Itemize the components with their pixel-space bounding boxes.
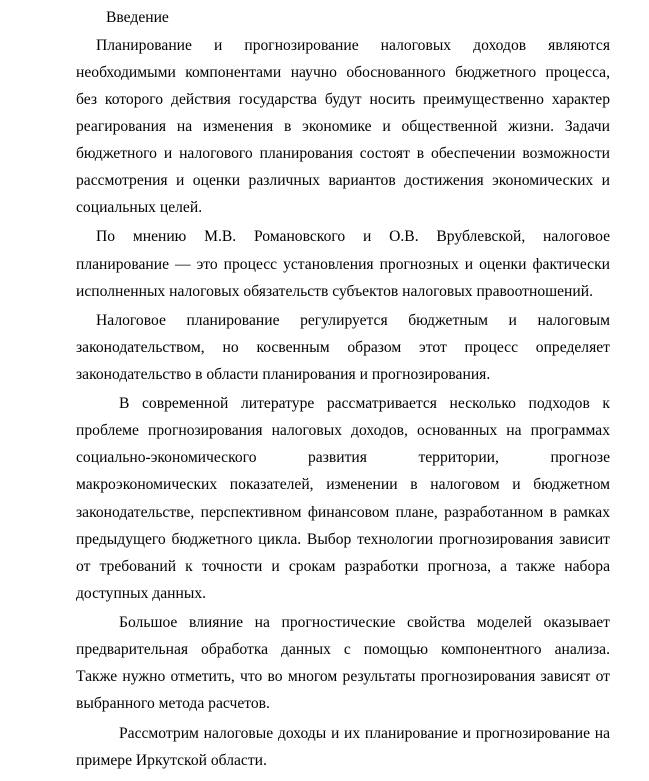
paragraph-2-line-3: исполненных налоговых обязательств субъектов налоговых правоотношений.	[76, 283, 593, 300]
paragraph-1-line-1: Планирование и прогнозирование налоговых доходов являются	[96, 37, 610, 54]
paragraph-5-line-2: предварительная обработка данных с помощью компонентного анализа.	[76, 641, 610, 658]
paragraph-2-line-1: По мнению М.В. Романовского и О.В. Врублевской, налоговое	[96, 228, 610, 245]
paragraph-1-line-4: реагирования на изменения в экономике и общественной жизни. Задачи	[76, 118, 610, 135]
paragraph-4-line-2: проблеме прогнозирования налоговых доходов, основанных на программах	[76, 422, 610, 439]
paragraph-2-line-2: планирование — это процесс установления прогнозных и оценки фактически	[76, 256, 610, 273]
paragraph-1-line-6: рассмотрения и оценки различных вариантов достижения экономических и	[76, 172, 610, 189]
paragraph-5-line-4: выбранного метода расчетов.	[76, 695, 270, 712]
paragraph-4-line-6: предыдущего бюджетного цикла. Выбор технологии прогнозирования зависит	[76, 531, 610, 548]
paragraph-3-line-3: законодательство в области планирования и прогнозирования.	[76, 366, 491, 383]
paragraph-6-line-2: примере Иркутской области.	[76, 752, 267, 769]
paragraph-6-line-1: Рассмотрим налоговые доходы и их планирование и прогнозирование на	[119, 725, 610, 742]
paragraph-3-line-2: законодательством, но косвенным образом этот процесс определяет	[76, 339, 610, 356]
paragraph-4-line-3: социально-экономического развития территории, прогнозе	[76, 449, 610, 466]
paragraph-4-line-4: макроэкономических показателей, изменении в налоговом и бюджетном	[76, 476, 610, 493]
paragraph-3-line-1: Налоговое планирование регулируется бюджетным и налоговым	[96, 312, 610, 329]
paragraph-4-line-5: законодательстве, перспективном финансовом плане, разработанном в рамках	[76, 504, 610, 521]
paragraph-1-line-2: необходимыми компонентами научно обоснованного бюджетного процесса,	[76, 64, 610, 81]
paragraph-1-line-5: бюджетного и налогового планирования состоят в обеспечении возможности	[76, 145, 610, 162]
section-heading: Введение	[106, 9, 169, 26]
paragraph-4-line-1: В современной литературе рассматривается несколько подходов к	[119, 395, 610, 412]
paragraph-5-line-1: Большое влияние на прогностические свойства моделей оказывает	[119, 614, 610, 631]
paragraph-5-line-3: Также нужно отметить, что во многом результаты прогнозирования зависят от	[76, 668, 610, 685]
paragraph-1-line-3: без которого действия государства будут носить преимущественно характер	[76, 91, 610, 108]
paragraph-4-line-7: от требований к точности и срокам разработки прогноза, а также набора	[76, 558, 610, 575]
paragraph-4-line-8: доступных данных.	[76, 585, 207, 602]
paragraph-1-line-7: социальных целей.	[76, 199, 203, 216]
